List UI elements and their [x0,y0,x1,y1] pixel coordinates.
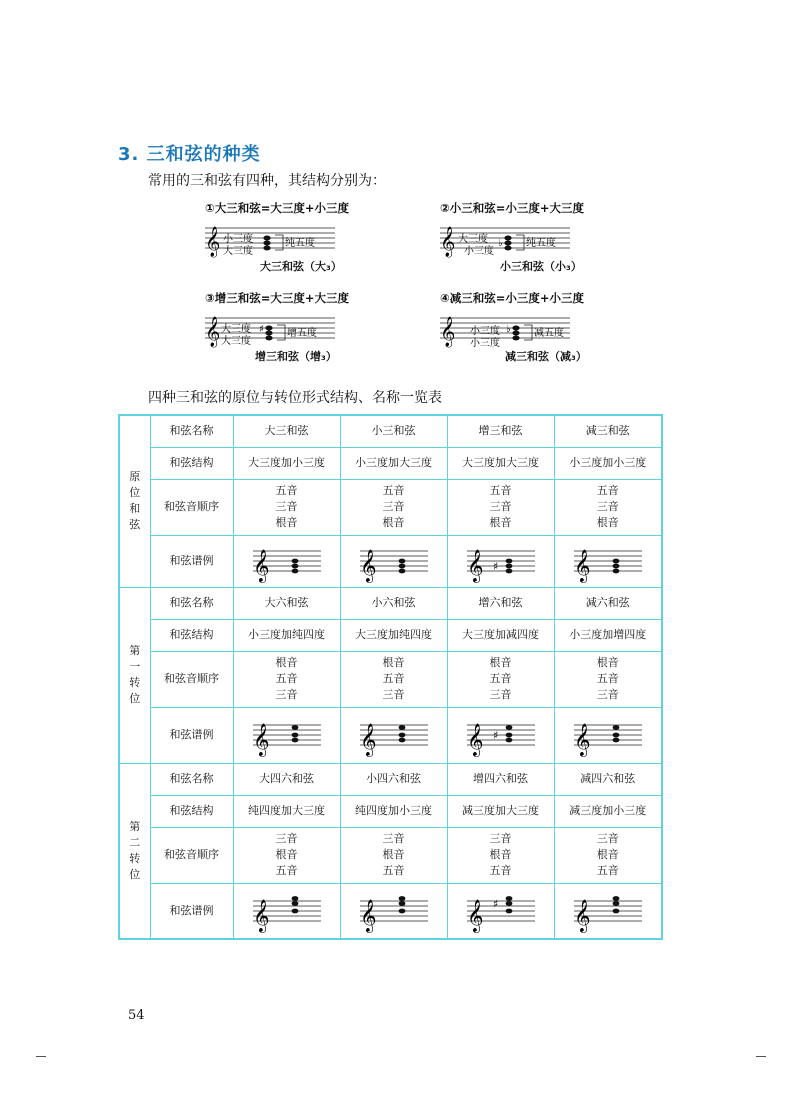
chord-name: 小三和弦（小₃） [500,260,582,273]
chord-notation [251,539,323,583]
note-head [505,901,512,906]
flat-icon: ♭ [498,238,503,249]
notation-cell [340,707,447,763]
note-head [291,896,298,901]
outer-interval-label: 减五度 [534,328,564,339]
table-cell: 小六和弦 [340,587,447,619]
notation-cell [340,883,447,939]
treble-clef-icon: 𝄞 [205,227,221,257]
notation-cell [447,883,554,939]
chord-notation [465,889,537,933]
table-caption: 四种三和弦的原位与转位形式结构、名称一览表 [148,390,442,406]
note-head [612,564,619,569]
example-title: ③增三和弦=大三度+大三度 [205,291,350,305]
treble-clef-icon: 𝄞 [252,898,270,932]
note-head [291,738,298,743]
note-head [505,569,512,574]
note-head [291,559,298,564]
outer-interval-label: 纯五度 [526,238,556,249]
notation-cell [233,707,340,763]
note-head [291,908,298,913]
chord-notation [465,539,537,583]
treble-clef-icon: 𝄞 [252,723,270,756]
chord-notation [572,713,644,757]
note-head [398,901,405,906]
chord-notation [251,889,323,933]
table-cell: 增四六和弦 [447,763,554,795]
note-head [612,569,619,574]
note-head [398,733,405,738]
table-cell: 大三度加小三度 [233,447,340,479]
lower-interval-label: 小三度 [464,246,494,257]
table-cell: 五音 三音 根音 [340,479,447,535]
chord-name: 大三和弦（大₃） [260,260,342,273]
treble-clef-icon: 𝄞 [440,317,456,347]
sharp-icon: ♯ [259,324,264,335]
notation-cell [447,707,554,763]
table-cell: 纯四度加小三度 [340,795,447,827]
table-cell: 大四六和弦 [233,763,340,795]
treble-clef-icon: 𝄞 [252,549,270,582]
table-cell: 三音 根音 五音 [554,827,662,883]
table-row [119,447,662,479]
page-number: 54 [128,1008,145,1023]
sharp-icon: ♯ [492,897,498,911]
treble-clef-icon: 𝄞 [573,723,591,756]
note-head [291,901,298,906]
treble-clef-icon: 𝄞 [440,227,456,257]
table-cell: 五音 三音 根音 [447,479,554,535]
sharp-icon: ♯ [492,560,498,573]
sharp-icon: ♯ [492,729,498,742]
outer-interval-label: 纯五度 [285,238,315,249]
table-cell: 三音 根音 五音 [447,827,554,883]
treble-clef-icon: 𝄞 [359,723,377,756]
notation-cell [447,535,554,587]
table-row [119,651,662,707]
note-head [505,564,512,569]
note-head [505,908,512,913]
table-cell: 根音 五音 三音 [554,651,662,707]
chord-name: 增三和弦（增₃） [255,350,337,363]
row-label: 和弦名称 [150,587,233,619]
table-cell: 大三和弦 [233,415,340,447]
lower-interval-label: 小三度 [470,338,500,349]
table-cell: 减三度加大三度 [447,795,554,827]
note-head [612,738,619,743]
example-title: ②小三和弦=小三度+大三度 [440,201,585,215]
note-head [398,738,405,743]
table-cell: 根音 五音 三音 [233,651,340,707]
treble-clef-icon: 𝄞 [466,898,484,932]
table-cell: 三音 根音 五音 [340,827,447,883]
row-label: 和弦谱例 [150,707,233,763]
table-row [119,415,662,447]
table-cell: 小三和弦 [340,415,447,447]
crop-mark-left [36,1056,46,1057]
notation-cell [340,535,447,587]
table-cell: 小三度加纯四度 [233,619,340,651]
note-head [398,569,405,574]
table-cell: 增六和弦 [447,587,554,619]
chord-notation [358,713,430,757]
table-cell: 大三度加减四度 [447,619,554,651]
notation-cell [554,883,662,939]
note-head [612,559,619,564]
table-cell: 五音 三音 根音 [554,479,662,535]
table-cell: 五音 三音 根音 [233,479,340,535]
row-label: 和弦音顺序 [150,479,233,535]
table-row [119,479,662,535]
crop-mark-right [756,1056,766,1057]
table-cell: 小三度加增四度 [554,619,662,651]
chord-notation [358,539,430,583]
table-cell: 小四六和弦 [340,763,447,795]
table-cell: 大六和弦 [233,587,340,619]
table-cell: 纯四度加大三度 [233,795,340,827]
table-cell: 小三度加小三度 [554,447,662,479]
treble-clef-icon: 𝄞 [205,317,221,347]
example-augmented-triad [205,290,405,370]
staff-with-chord [440,216,640,260]
row-label: 和弦音顺序 [150,827,233,883]
note-head [505,738,512,743]
table-cell: 增三和弦 [447,415,554,447]
chord-notation [358,889,430,933]
note-head [398,564,405,569]
note-head [398,896,405,901]
table-cell: 小三度加大三度 [340,447,447,479]
staff-with-chord [440,306,640,350]
row-label: 和弦结构 [150,619,233,651]
notation-cell [233,535,340,587]
table-row [119,883,662,939]
notation-cell [233,883,340,939]
table-cell: 根音 五音 三音 [447,651,554,707]
note-head [291,733,298,738]
example-major-triad [205,200,405,280]
row-label: 和弦音顺序 [150,651,233,707]
treble-clef-icon: 𝄞 [359,898,377,932]
table-cell: 减三和弦 [554,415,662,447]
table-row [119,795,662,827]
table-cell: 大三度加大三度 [447,447,554,479]
treble-clef-icon: 𝄞 [466,723,484,756]
note-head [291,569,298,574]
notation-cell [554,707,662,763]
upper-interval-label: 大三度 [458,234,488,245]
table-cell: 大三度加纯四度 [340,619,447,651]
row-label: 和弦谱例 [150,883,233,939]
section-title: 3. 三和弦的种类 [118,144,261,165]
triad-inversion-table [118,414,663,940]
table-row [119,587,662,619]
chord-notation [251,713,323,757]
note-head [505,725,512,730]
table-cell: 减六和弦 [554,587,662,619]
note-head [612,725,619,730]
example-diminished-triad [440,290,640,370]
treble-clef-icon: 𝄞 [359,549,377,582]
staff-with-chord [205,216,405,260]
row-label: 和弦谱例 [150,535,233,587]
table-cell: 减四六和弦 [554,763,662,795]
chord-notation [572,889,644,933]
upper-interval-label: 小三度 [470,326,500,337]
note-head [612,896,619,901]
note-head [505,559,512,564]
table-cell: 三音 根音 五音 [233,827,340,883]
lower-interval-label: 大三度 [223,246,253,257]
example-title: ④减三和弦=小三度+小三度 [440,291,585,305]
notation-cell [554,535,662,587]
chord-notation [572,539,644,583]
group-label-root-position: 原 位 和 弦 [119,415,150,587]
note-head [612,908,619,913]
table-row [119,619,662,651]
note-head [505,896,512,901]
note-head [398,908,405,913]
example-title: ①大三和弦=大三度+小三度 [205,201,350,215]
example-minor-triad [440,200,640,280]
table-row [119,535,662,587]
treble-clef-icon: 𝄞 [466,549,484,582]
lower-interval-label: 大三度 [221,336,251,347]
note-head [612,733,619,738]
table-cell: 根音 五音 三音 [340,651,447,707]
note-head [291,725,298,730]
note-head [398,559,405,564]
group-label-second-inversion: 第 二 转 位 [119,763,150,939]
note-head [612,901,619,906]
note-head [291,564,298,569]
row-label: 和弦结构 [150,795,233,827]
treble-clef-icon: 𝄞 [573,549,591,582]
outer-interval-label: 增五度 [287,328,317,339]
staff-with-chord [205,306,405,350]
chord-notation [465,713,537,757]
table-cell: 减三度加小三度 [554,795,662,827]
chord-name: 减三和弦（减₃） [505,350,587,363]
row-label: 和弦结构 [150,447,233,479]
table-row [119,707,662,763]
group-label-first-inversion: 第 一 转 位 [119,587,150,763]
upper-interval-label: 小三度 [223,234,253,245]
table-row [119,827,662,883]
table-row [119,763,662,795]
row-label: 和弦名称 [150,763,233,795]
note-head [398,725,405,730]
upper-interval-label: 大三度 [221,324,251,335]
note-head [505,733,512,738]
row-label: 和弦名称 [150,415,233,447]
flat-icon: ♭ [506,324,511,335]
treble-clef-icon: 𝄞 [573,898,591,932]
intro-text: 常用的三和弦有四种，其结构分别为： [148,173,386,189]
